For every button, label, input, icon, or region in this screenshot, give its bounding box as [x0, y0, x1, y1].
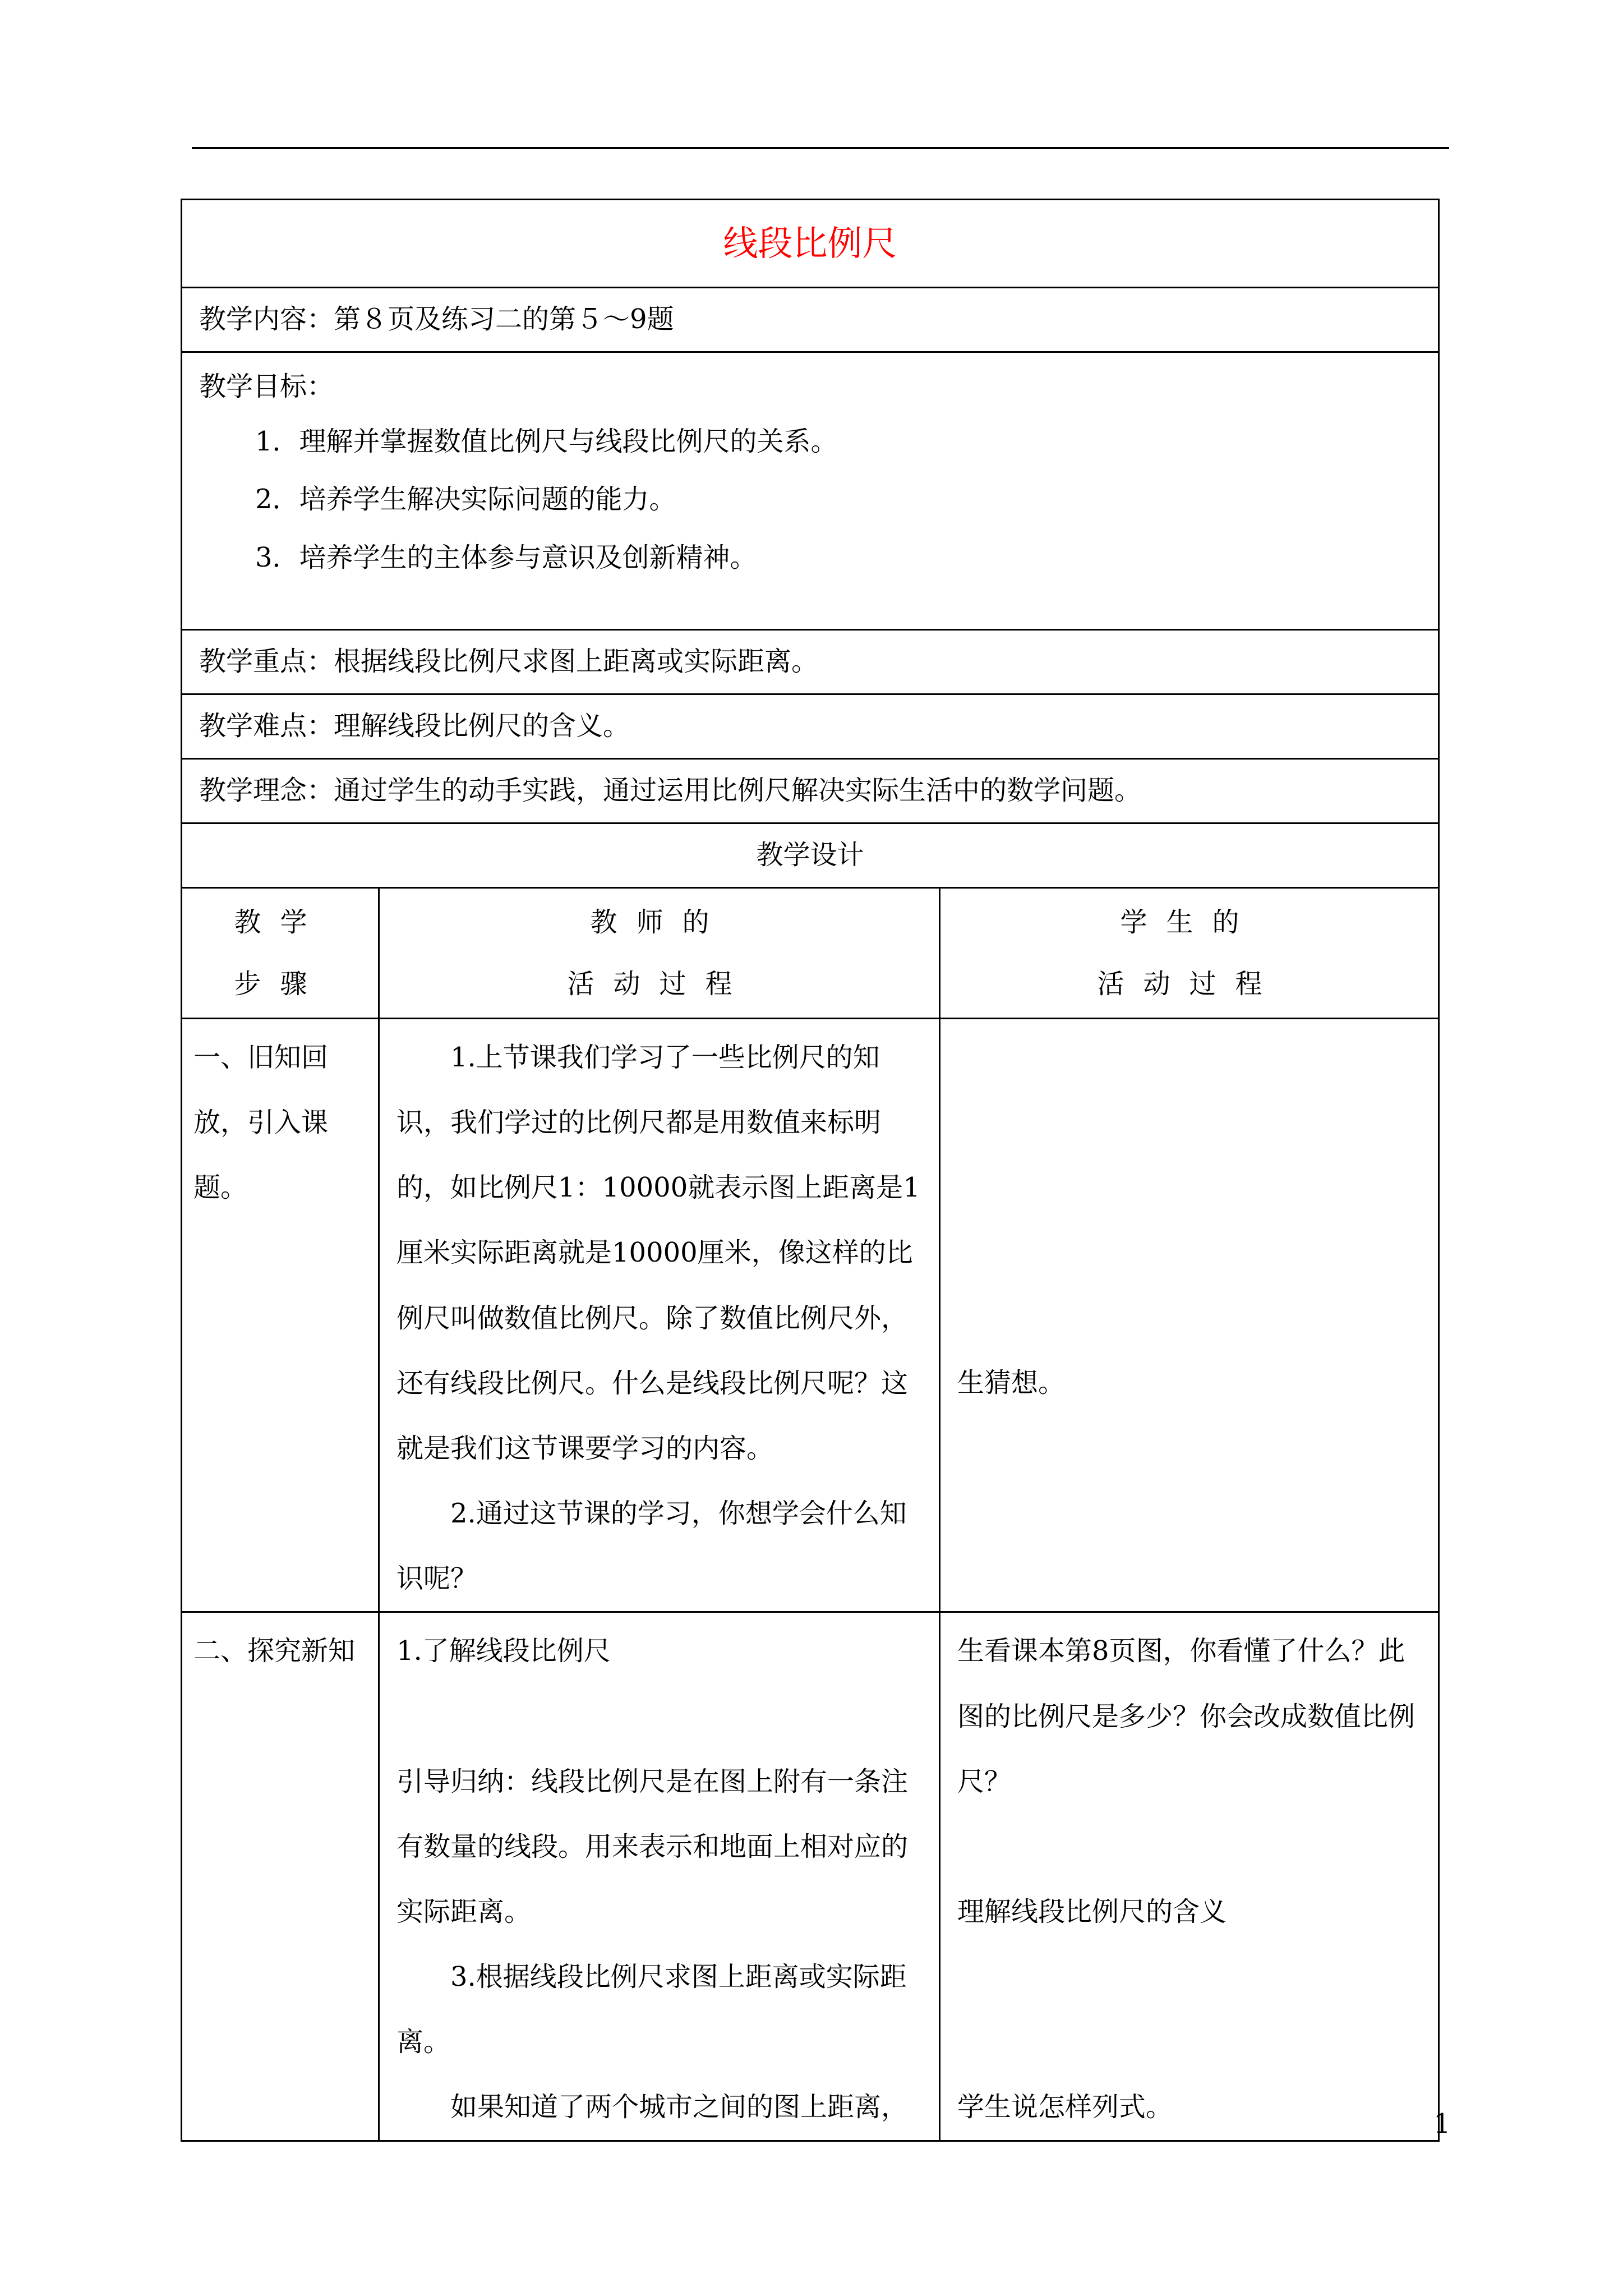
objective-item: 1．理解并掌握数值比例尺与线段比例尺的关系。	[255, 425, 838, 457]
column-header-teacher: 教师的 活动过程	[379, 888, 940, 1019]
student-paragraph: 生看课本第8页图，你看懂了什么？此图的比例尺是多少？你会改成数值比例尺？	[957, 1635, 1415, 1797]
step-cell-explore: 二、探究新知	[182, 1612, 379, 2141]
page-number: 1	[1433, 2108, 1451, 2139]
student-paragraph: 理解线段比例尺的含义	[957, 1895, 1227, 1927]
philosophy-row: 教学理念：通过学生的动手实践，通过运用比例尺解决实际生活中的数学问题。	[182, 759, 1439, 823]
teacher-paragraph: 3.根据线段比例尺求图上距离或实际距离。	[396, 1961, 907, 2058]
teacher-paragraph: 如果知道了两个城市之间的图上距离，	[450, 2091, 909, 2123]
student-cell-explore	[940, 1612, 1439, 2141]
objective-item: 3．培养学生的主体参与意识及创新精神。	[255, 541, 757, 573]
lesson-plan-table	[181, 199, 1440, 2142]
objectives-cell	[182, 352, 1439, 630]
teacher-paragraph: 1.上节课我们学习了一些比例尺的知识，我们学过的比例尺都是用数值来标明的，如比例尺1：10000就表示图上距离是1厘米实际距离就是10000厘米，像这样的比例尺叫做数值比例尺。除了数值比例尺外，还有线段比例尺。什么是线段比例尺呢？这就是我们这节课要学习的内容。	[396, 1042, 920, 1464]
design-heading: 教学设计	[182, 823, 1439, 888]
page-title: 线段比例尺	[723, 222, 897, 264]
step-cell-review: 一、旧知回放，引入课题。	[182, 1019, 379, 1612]
student-paragraph: 生猜想。	[957, 1367, 1066, 1398]
column-header-step: 教学 步骤	[182, 888, 379, 1019]
teacher-cell-explore	[379, 1612, 940, 2141]
objectives-heading: 教学目标：	[199, 371, 334, 402]
header-rule	[192, 147, 1449, 149]
teacher-paragraph: 引导归纳：线段比例尺是在图上附有一条注有数量的线段。用来表示和地面上相对应的实际距离。	[396, 1765, 909, 1927]
student-cell-review	[940, 1019, 1439, 1612]
title-cell	[182, 200, 1439, 288]
student-paragraph: 学生说怎样列式。	[957, 2091, 1173, 2123]
teacher-cell-review	[379, 1019, 940, 1612]
objective-item: 2．培养学生解决实际问题的能力。	[255, 484, 676, 516]
column-header-student: 学生的 活动过程	[940, 888, 1439, 1019]
difficulty-row: 教学难点：理解线段比例尺的含义。	[182, 694, 1439, 759]
teacher-paragraph: 1.了解线段比例尺	[396, 1635, 611, 1667]
key-point-row: 教学重点：根据线段比例尺求图上距离或实际距离。	[182, 630, 1439, 694]
content-row: 教学内容：第８页及练习二的第５～9题	[182, 288, 1439, 352]
teacher-paragraph: 2.通过这节课的学习，你想学会什么知识呢？	[396, 1498, 907, 1595]
